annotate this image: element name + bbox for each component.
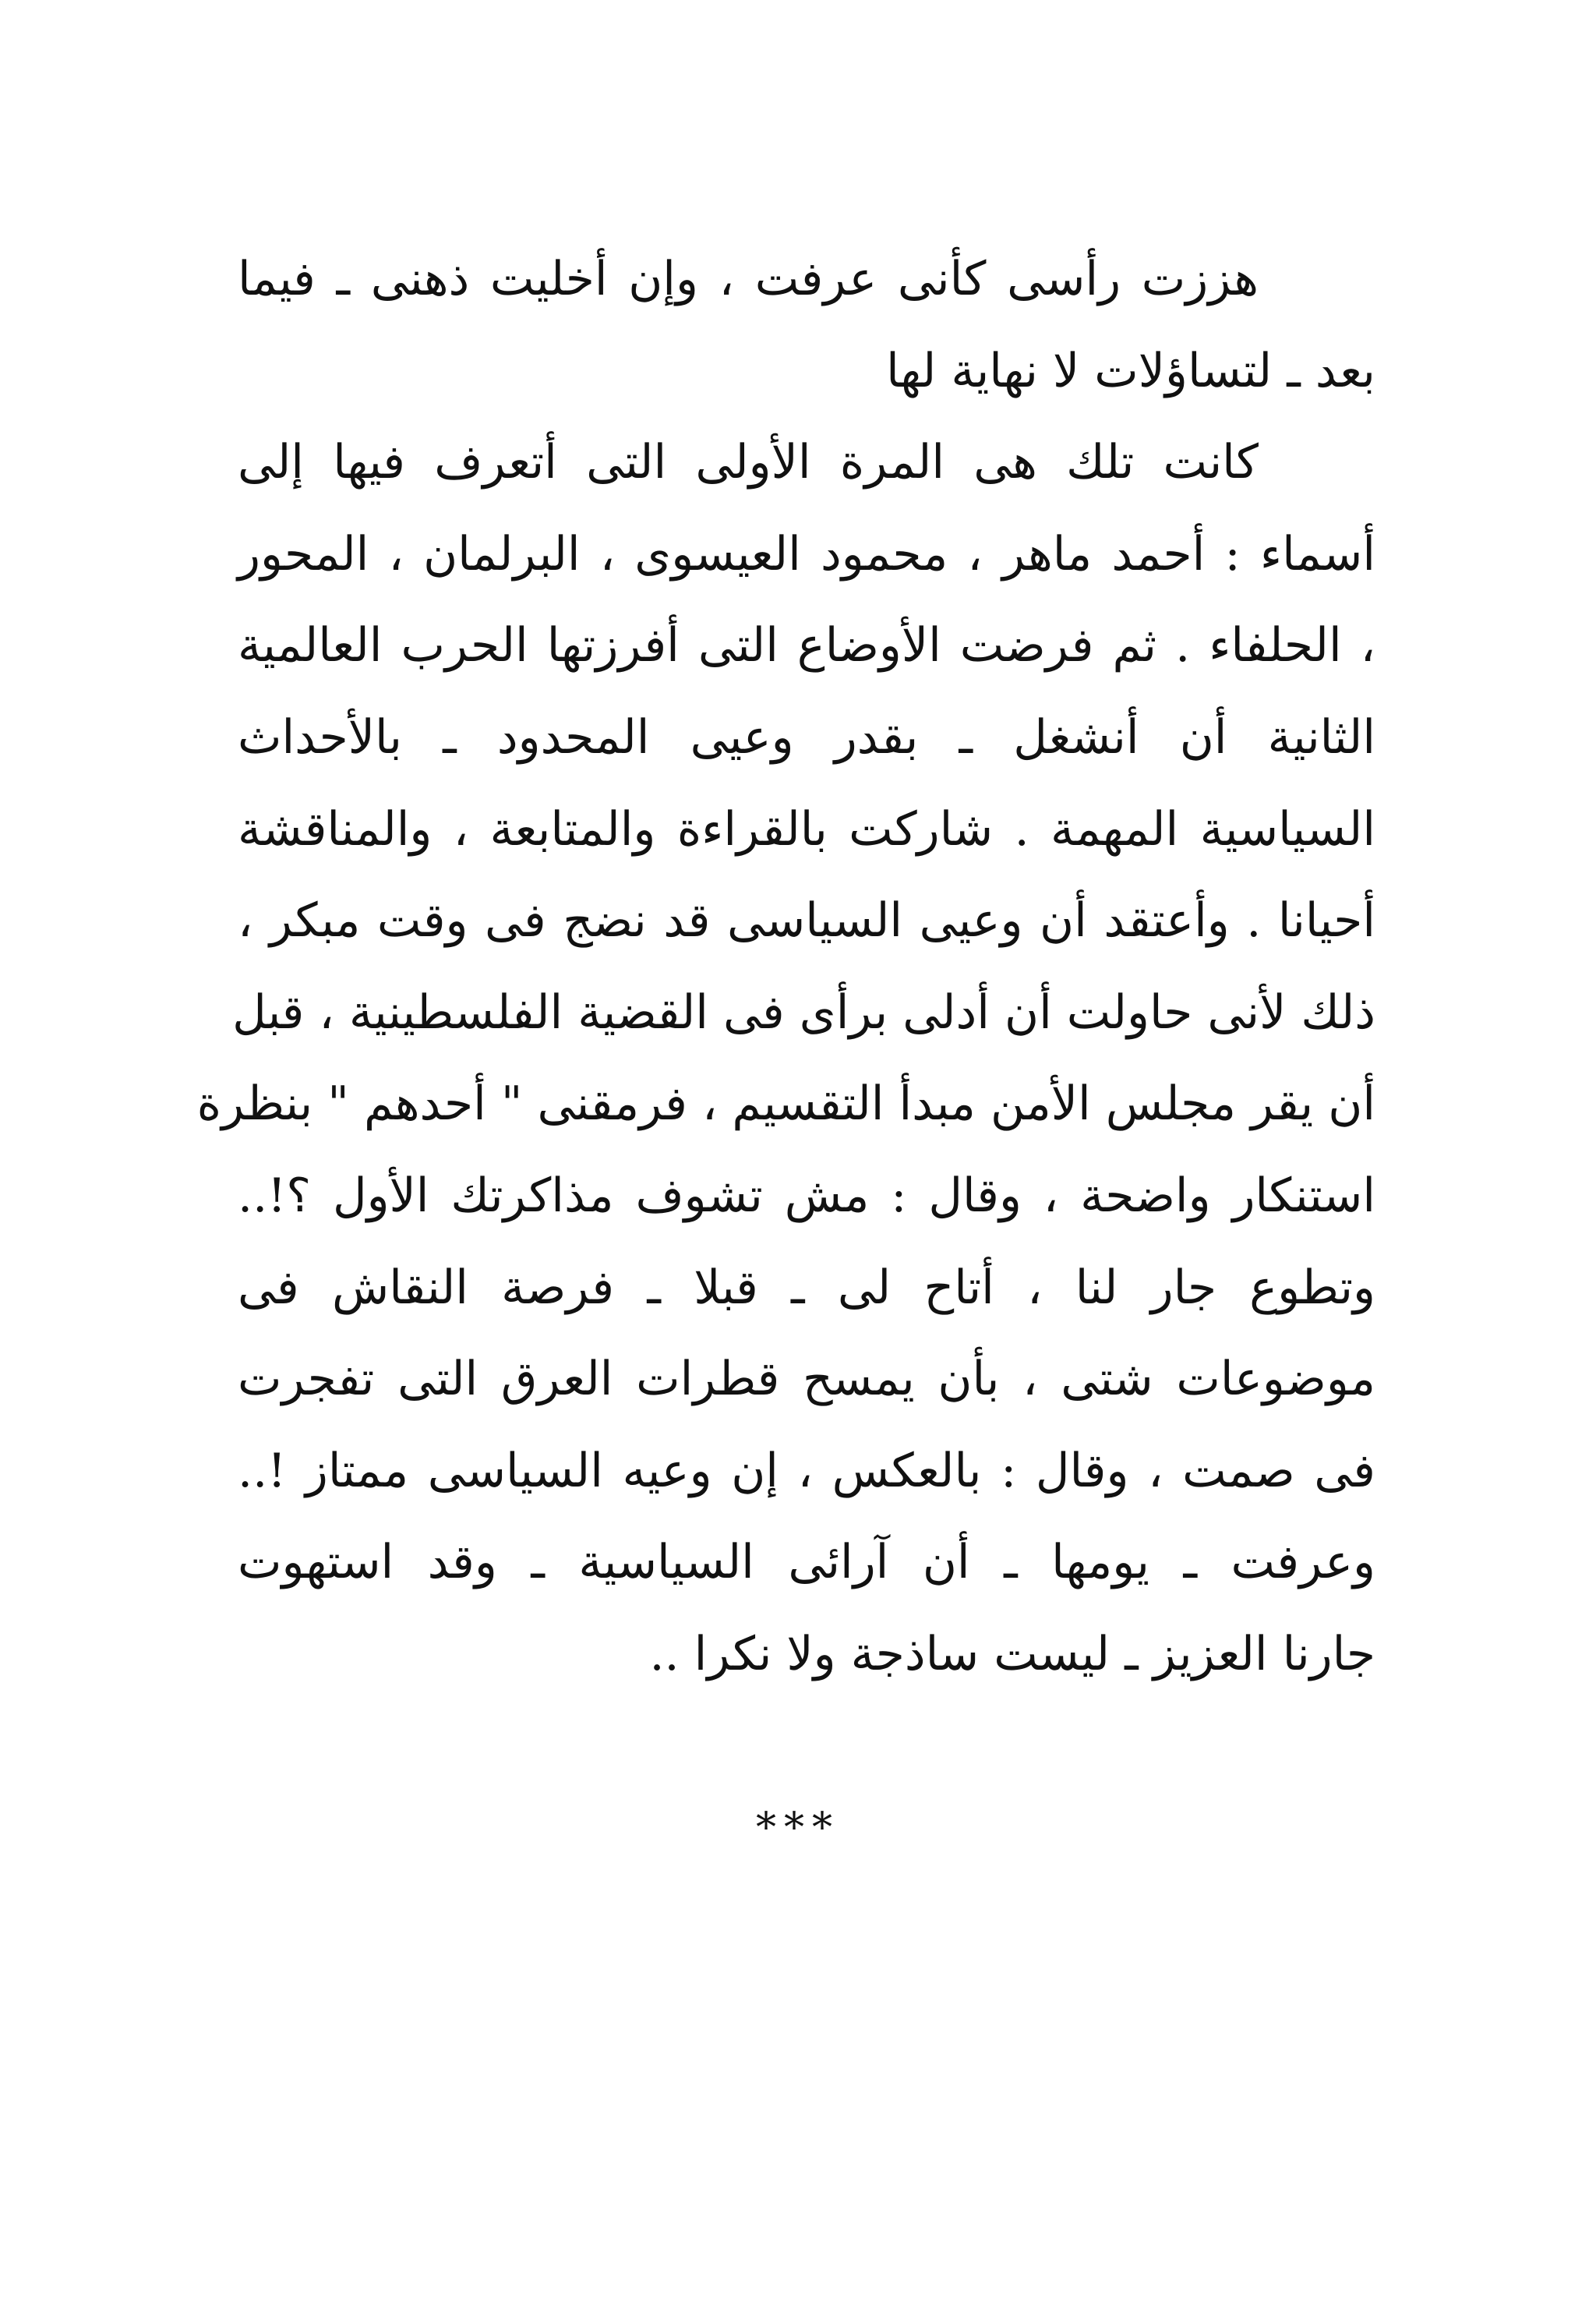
text-line: أن يقر مجلس الأمن مبدأ التقسيم ، فرمقنى " أحدهم " بنظرة [196,1076,1375,1132]
text-line: وتطوع جار لنا ، أتاح لى ـ قبلا ـ فرصة النقاش فى [238,1260,1375,1315]
text-line: أسماء : أحمد ماهر ، محمود العيسوى ، البرلمان ، المحور [238,526,1375,582]
text-line: السياسية المهمة . شاركت بالقراءة والمتابعة ، والمناقشة [238,801,1375,857]
text-line: وعرفت ـ يومها ـ أن آرائى السياسية ـ وقد استهوت [238,1535,1375,1590]
text-line: استنكار واضحة ، وقال : مش تشوف مذاكرتك الأول ؟!.. [238,1168,1375,1223]
text-line: ، الحلفاء . ثم فرضت الأوضاع التى أفرزتها الحرب العالمية [238,618,1375,673]
text-line: موضوعات شتى ، بأن يمسح قطرات العرق التى تفجرت [238,1352,1375,1407]
body-text [196,234,1375,1701]
text-line: كانت تلك هى المرة الأولى التى أتعرف فيها إلى [238,435,1259,490]
text-line: أحيانا . وأعتقد أن وعيى السياسى قد نضج فى وقت مبكر ، [238,893,1375,949]
text-line: بعد ـ لتساؤلات لا نهاية لها [886,343,1375,398]
text-line: ذلك لأنى حاولت أن أدلى برأى فى القضية الفلسطينية ، قبل [232,985,1375,1040]
text-line: جارنا العزيز ـ ليست ساذجة ولا نكرا .. [649,1626,1375,1681]
section-separator: *** [756,1805,840,1851]
text-line: هززت رأسى كأنى عرفت ، وإن أخليت ذهنى ـ فيما [238,252,1259,306]
text-line: فى صمت ، وقال : بالعكس ، إن وعيه السياسى ممتاز !.. [238,1443,1375,1498]
text-line: الثانية أن أنشغل ـ بقدر وعيى المحدود ـ بالأحداث [238,709,1375,765]
